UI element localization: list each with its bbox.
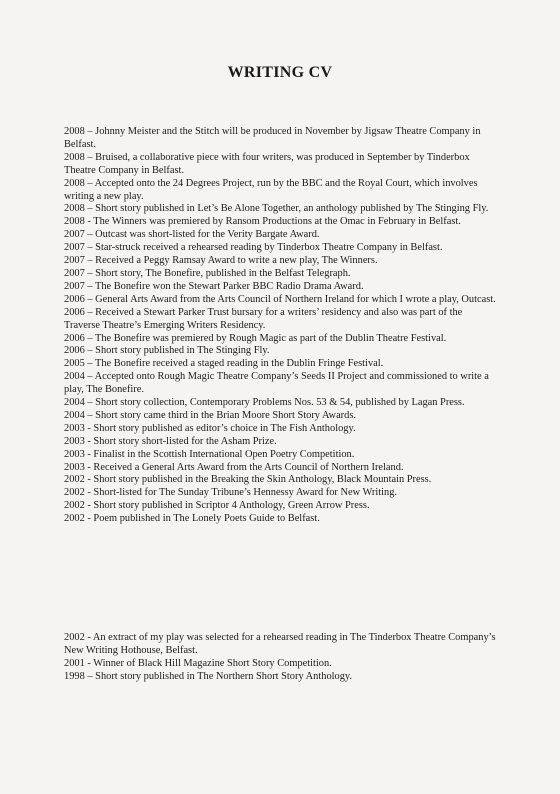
cv-entry: 2006 – The Bonefire was premiered by Rough Magic as part of the Dublin Theatre Festival. (64, 332, 447, 344)
cv-entry: 2008 – Johnny Meister and the Stitch will be produced in November by Jigsaw Theatre Company in Belfast. (64, 126, 481, 150)
cv-entry: 2004 – Accepted onto Rough Magic Theatre Company’s Seeds II Project and commissioned to write a play, The Bonefire. (64, 371, 489, 396)
cv-entry: 2008 – Bruised, a collaborative piece with four writers, was produced in September by Tinderbox Theatre Company in Belfast. (64, 151, 470, 176)
cv-entry: 2002 - Short story published in the Breaking the Skin Anthology, Black Mountain Press. (64, 474, 432, 486)
cv-entry: 2004 – Short story came third in the Brian Moore Short Story Awards. (64, 409, 356, 421)
cv-entry: 1998 – Short story published in The Northern Short Story Anthology. (64, 670, 353, 682)
cv-entry: 2005 – The Bonefire received a staged reading in the Dublin Fringe Festival. (64, 358, 384, 370)
cv-entry: 2006 – Received a Stewart Parker Trust bursary for a writers’ residency and also was part of the Traverse Theatre’s Emerging Writers Residency. (64, 306, 463, 331)
cv-entry: 2003 - Finalist in the Scottish International Open Poetry Competition. (64, 448, 355, 460)
cv-entry: 2007 – Received a Peggy Ramsay Award to write a new play, The Winners. (64, 255, 378, 267)
cv-later-entries-list (64, 632, 500, 684)
cv-entry: 2006 – Short story published in The Stinging Fly. (64, 345, 270, 357)
cv-entry: 2007 – Outcast was short-listed for the Verity Bargate Award. (64, 229, 320, 241)
page-title: WRITING CV (227, 64, 333, 81)
cv-entry: 2003 - Received a General Arts Award from the Arts Council of Northern Ireland. (64, 461, 404, 473)
cv-entry: 2008 – Short story published in Let’s Be Alone Together, an anthology published by The Stinging Fly. (64, 203, 489, 215)
cv-entry: 2008 - The Winners was premiered by Ransom Productions at the Omac in February in Belfast. (64, 216, 461, 228)
cv-entry: 2007 – The Bonefire won the Stewart Parker BBC Radio Drama Award. (64, 280, 364, 292)
cv-entry: 2007 – Star-struck received a rehearsed reading by Tinderbox Theatre Company in Belfast. (64, 242, 443, 254)
cv-entry: 2001 - Winner of Black Hill Magazine Short Story Competition. (64, 657, 332, 669)
cv-entries-list (64, 126, 500, 526)
cv-entry: 2003 - Short story short-listed for the Asham Prize. (64, 435, 277, 447)
cv-entry: 2002 - Poem published in The Lonely Poets Guide to Belfast. (64, 513, 320, 525)
cv-entry: 2003 - Short story published as editor’s choice in The Fish Anthology. (64, 422, 356, 434)
cv-entry: 2004 – Short story collection, Contemporary Problems Nos. 53 & 54, published by Lagan Press. (64, 397, 465, 409)
cv-entry: 2002 - Short story published in Scriptor 4 Anthology, Green Arrow Press. (64, 500, 370, 512)
cv-entry: 2006 – General Arts Award from the Arts Council of Northern Ireland for which I wrote a play, Outcast. (64, 293, 496, 305)
cv-entry: 2002 - Short-listed for The Sunday Tribune’s Hennessy Award for New Writing. (64, 487, 398, 499)
cv-entry: 2008 – Accepted onto the 24 Degrees Project, run by the BBC and the Royal Court, which involves writing a new play. (64, 177, 478, 202)
cv-entry: 2007 – Short story, The Bonefire, published in the Belfast Telegraph. (64, 267, 351, 279)
cv-entry: 2002 - An extract of my play was selected for a rehearsed reading in The Tinderbox Theatre Company’s New Writing Hothouse, Belfast. (64, 632, 496, 656)
